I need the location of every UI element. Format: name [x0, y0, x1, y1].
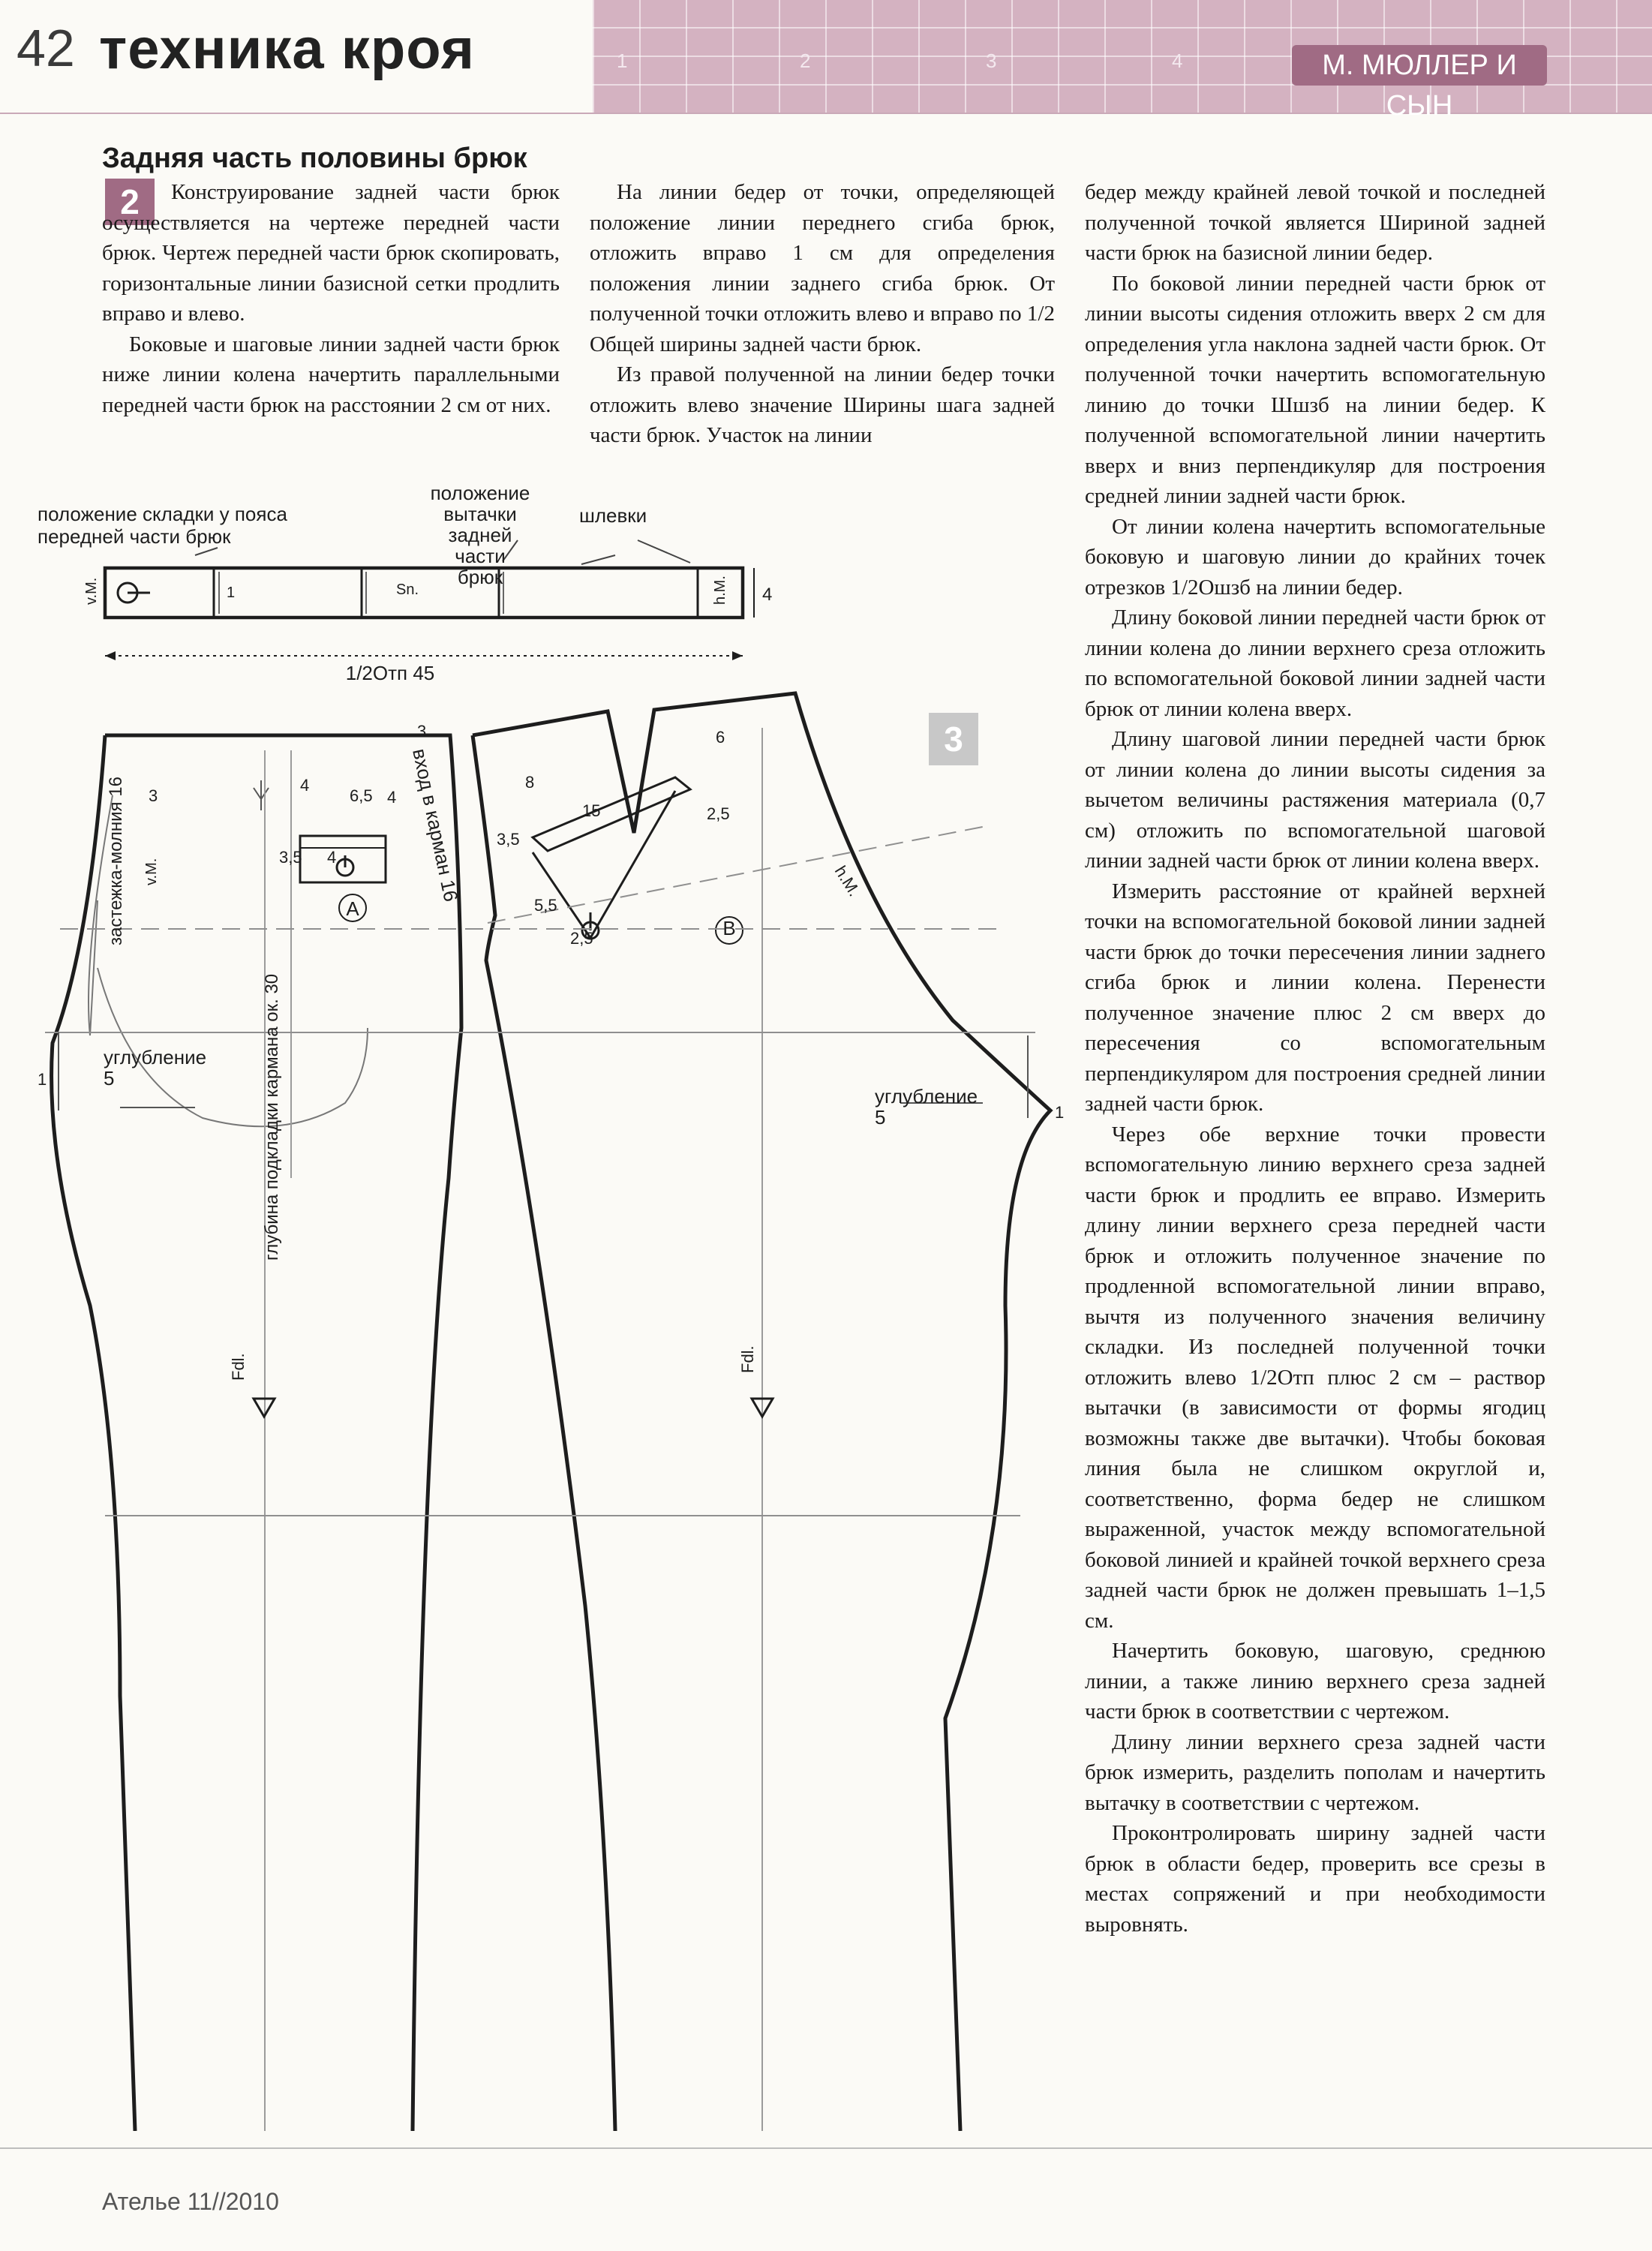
label-pleat: положение складки у пояса: [38, 503, 287, 525]
label-hm: h.M.: [831, 862, 864, 900]
dim-3-5: 3,5: [279, 848, 302, 867]
text-column-1: [102, 177, 560, 420]
paragraph: Боковые и шаговые линии задней части брюк ниже линии колена начертить параллельными передней части брюк на расстоянии 2 см от них.: [102, 332, 560, 417]
label-zipper: застежка-молния 16: [106, 777, 126, 945]
front-labels: [38, 722, 463, 1381]
marker-b: B: [722, 917, 736, 939]
dim-1: 1: [38, 1070, 47, 1089]
text-column-3: [1085, 177, 1545, 1940]
label-one: 1: [227, 585, 236, 601]
footer-divider: [0, 2147, 1652, 2149]
dim-4: 4: [387, 788, 397, 807]
label-height: 4: [762, 585, 773, 605]
dim-2-5: 2,5: [570, 929, 593, 948]
label-recess-value: 5: [104, 1067, 115, 1089]
back-labels: [497, 728, 1064, 1373]
paragraph: Проконтролировать ширину задней части брюк в области бедер, проверить все срезы в местах сопряжений и при необходимости выровнять.: [1085, 1821, 1545, 1937]
paragraph: Через обе верхние точки провести вспомогательную линию верхнего среза задней части брюк и продлить ее вправо. Измерить длину линии верхнего среза передней части брюк и отложить полученное значение по продленной вспомогательной линии вправо, вычтя из полученного значения величину складки. Из последней полученной точки отложить влево 1/2Отп плюс 2 см – раствор вытачки (в зависимости от формы ягодиц возможны также две вытачки). Чтобы боковая линия была не слишком округлой и, соответственно, форма бедер не слишком выраженной, участок между вспомогательной боковой линией и крайней точкой верхнего среза задней части брюк не должен превышать 1–1,5 см.: [1085, 1122, 1545, 1633]
paragraph: Длину боковой линии передней части брюк от линии колена до линии верхнего среза отложить по вспомогательной боковой линии задней части брюк от линии колена вверх.: [1085, 606, 1545, 721]
pattern-drawing: [15, 480, 1080, 2131]
paragraph: На линии бедер от точки, определяющей положение линии переднего сгиба брюк, отложить вправо 1 см для определения положения линии заднего сгиба брюк. От полученной точки отложить влево и вправо по 1/2 Общей ширины задней части брюк.: [590, 180, 1055, 356]
label-pleat: передней части брюк: [38, 525, 231, 548]
dim-5-5: 5,5: [534, 896, 557, 915]
label-dart: вытачки: [443, 503, 517, 525]
ruler-number: 2: [800, 50, 811, 72]
label-loops: шлевки: [579, 504, 647, 527]
label-dart: части: [455, 545, 506, 567]
dim-6: 6: [716, 728, 725, 747]
label-recess: углубление: [104, 1046, 207, 1068]
page-number: 42: [17, 19, 75, 77]
section-title: техника кроя: [99, 17, 476, 81]
dim-4: 4: [300, 776, 310, 795]
label-grain: Fdl.: [229, 1353, 248, 1381]
paragraph: Измерить расстояние от крайней верхней точки на вспомогательной боковой линии задней части брюк до точки пересечения линии заднего сгиба брюк и линии колена. Перенести полученное значение плюс 2 см вверх до пересечения со вспомогательным перпендикуляром для построения средней линии задней части брюк.: [1085, 879, 1545, 1116]
dim-15: 15: [582, 801, 601, 820]
dim-3: 3: [149, 786, 158, 805]
waistband-piece: [105, 540, 754, 660]
dim-6-5: 6,5: [350, 786, 373, 805]
label-pocket-depth: глубина подкладки кармана ок. 30: [262, 973, 282, 1261]
label-sn: Sn.: [396, 582, 419, 598]
label-dart: задней: [448, 524, 512, 546]
article-title: Задняя часть половины брюк: [102, 143, 527, 174]
marker-a: A: [346, 897, 359, 920]
label-recess-value: 5: [875, 1106, 886, 1129]
footer-issue: Ателье 11//2010: [102, 2188, 279, 2215]
paragraph: Длину шаговой линии передней части брюк от линии колена до линии высоты сидения за вычетом величины растяжения материала (0,7 см) отложить по вспомогательной шаговой линии задней части брюк от линии колена вверх.: [1085, 727, 1545, 873]
label-recess: углубление: [875, 1085, 978, 1107]
label-grain: Fdl.: [738, 1345, 757, 1373]
text-column-2: [590, 177, 1055, 451]
label-pocket-entry: вход в карман 16: [408, 747, 463, 904]
label-length: 1/2Отп 45: [345, 662, 435, 684]
brand-badge: М. МЮЛЛЕР И СЫН: [1292, 45, 1547, 86]
paragraph: От линии колена начертить вспомогательные боковую и шаговую линии до крайних точек отрезков 1/2Ошзб на линии бедер.: [1085, 514, 1545, 600]
back-half-pattern: [473, 693, 1050, 2131]
paragraph: Начертить боковую, шаговую, среднюю линии, а также линию верхнего среза задней части брюк в соответствии с чертежом.: [1085, 1639, 1545, 1724]
paragraph: Из правой полученной на линии бедер точки отложить влево значение Ширины шага задней части брюк. Участок на линии: [590, 362, 1055, 447]
dim-8: 8: [525, 773, 535, 792]
waistband-labels: [38, 482, 772, 684]
dim-4: 4: [327, 848, 337, 867]
construction-lines: [45, 825, 1035, 1516]
ruler-number: 3: [986, 50, 997, 72]
label-vm: v.M.: [143, 858, 160, 885]
dim-3: 3: [417, 722, 427, 741]
figure-badge: 3: [929, 713, 978, 765]
dim-2-5: 2,5: [707, 804, 730, 823]
label-vm: v.M.: [83, 577, 100, 605]
label-dart: брюк: [457, 566, 503, 588]
paragraph: Длину линии верхнего среза задней части брюк измерить, разделить пополам и начертить вытачку в соответствии с чертежом.: [1085, 1730, 1545, 1815]
paragraph: По боковой линии передней части брюк от линии высоты сидения отложить вверх 2 см для определения угла наклона задней части брюк. От полученной точки начертить вспомогательную линию до точки Шшзб на линии бедер. К полученной вспомогательной линии начертить вверх и вниз перпендикуляр для построения средней линии задней части брюк.: [1085, 271, 1545, 508]
dim-3-5: 3,5: [497, 830, 520, 849]
label-dart: положение: [430, 482, 530, 504]
paragraph: бедер между крайней левой точкой и последней полученной точкой является Шириной задней части брюк на базисной линии бедер.: [1085, 180, 1545, 265]
label-hm: h.M.: [712, 576, 728, 605]
ruler-number: 4: [1172, 50, 1183, 72]
ruler-number: 1: [617, 50, 628, 72]
paragraph: Конструирование задней части брюк осуществляется на чертеже передней части брюк. Чертеж передней части брюк скопировать, горизонтальные линии базисной сетки продлить вправо и влево.: [102, 180, 560, 326]
step-badge: 2: [105, 179, 155, 225]
dim-1: 1: [1055, 1103, 1065, 1122]
